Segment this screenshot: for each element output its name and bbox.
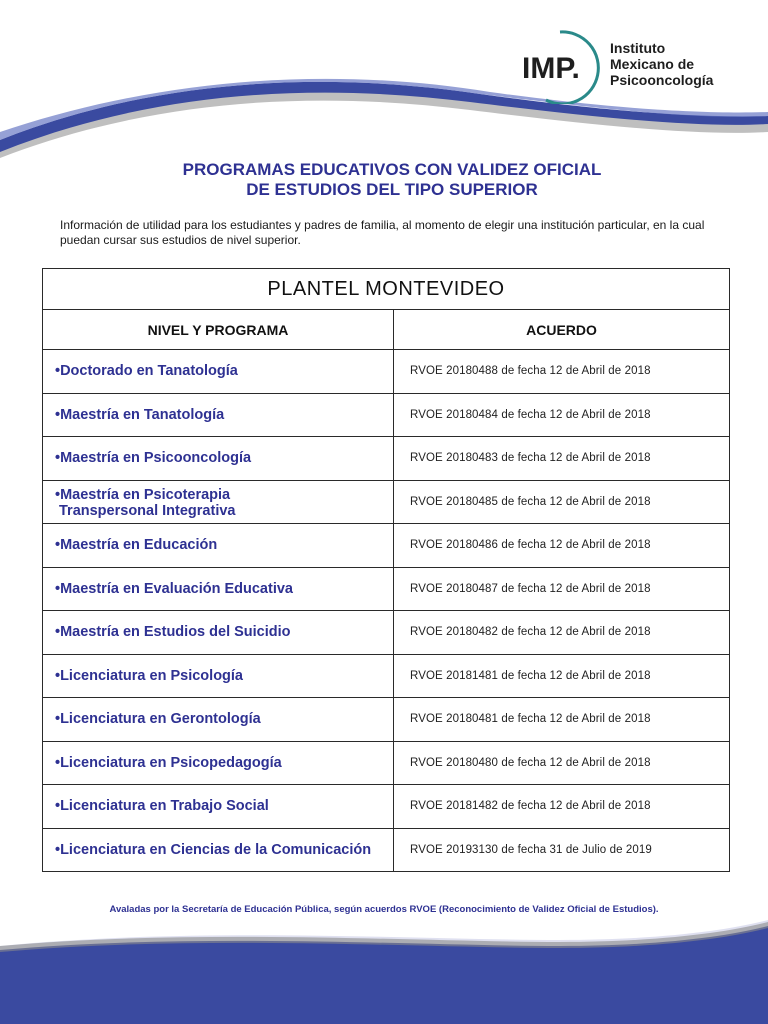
program-name: •Doctorado en Tanatología bbox=[43, 350, 394, 394]
program-name bbox=[43, 480, 394, 524]
page-title-line-2: DE ESTUDIOS DEL TIPO SUPERIOR bbox=[246, 180, 538, 199]
agreement-text: RVOE 20180483 de fecha 12 de Abril de 2018 bbox=[394, 437, 730, 481]
logo-line-1: Instituto bbox=[610, 40, 666, 56]
program-name: •Maestría en Psicooncología bbox=[43, 437, 394, 481]
agreement-text: RVOE 20193130 de fecha 31 de Julio de 2019 bbox=[394, 828, 730, 872]
logo-line-3: Psicooncología bbox=[610, 72, 714, 88]
footer-wave bbox=[0, 900, 768, 1024]
program-name: •Licenciatura en Psicopedagogía bbox=[43, 741, 394, 785]
table-row bbox=[43, 393, 730, 437]
program-name: •Licenciatura en Ciencias de la Comunicación bbox=[43, 828, 394, 872]
page-title-line-1: PROGRAMAS EDUCATIVOS CON VALIDEZ OFICIAL bbox=[182, 160, 602, 179]
table-row bbox=[43, 828, 730, 872]
programs-table bbox=[42, 268, 730, 872]
intro-paragraph: Información de utilidad para los estudiantes y padres de familia, al momento de elegir una institución particular, en la cual puedan cursar sus estudios de nivel superior. bbox=[60, 218, 705, 247]
column-header-row bbox=[43, 310, 730, 350]
table-row bbox=[43, 785, 730, 829]
svg-text:IMP.: IMP. bbox=[522, 52, 580, 85]
agreement-text: RVOE 20180480 de fecha 12 de Abril de 2018 bbox=[394, 741, 730, 785]
table-row bbox=[43, 567, 730, 611]
campus-header-row bbox=[43, 269, 730, 310]
table-row bbox=[43, 611, 730, 655]
program-name-line-2: Transpersonal Integrativa bbox=[59, 502, 236, 519]
table-row bbox=[43, 350, 730, 394]
footer-note: Avaladas por la Secretaría de Educación Pública, según acuerdos RVOE (Reconocimiento de Validez Oficial de Estudios). bbox=[109, 904, 659, 915]
program-name: •Licenciatura en Trabajo Social bbox=[43, 785, 394, 829]
column-header-agreement: ACUERDO bbox=[394, 310, 730, 350]
agreement-text: RVOE 20180484 de fecha 12 de Abril de 2018 bbox=[394, 393, 730, 437]
table-row bbox=[43, 437, 730, 481]
table-row bbox=[43, 524, 730, 568]
program-name: •Licenciatura en Gerontología bbox=[43, 698, 394, 742]
imp-logo-mark bbox=[520, 28, 606, 104]
program-name: •Maestría en Tanatología bbox=[43, 393, 394, 437]
column-header-program: NIVEL Y PROGRAMA bbox=[43, 310, 394, 350]
table-row bbox=[43, 480, 730, 524]
campus-title: PLANTEL MONTEVIDEO bbox=[43, 269, 730, 310]
program-name: •Maestría en Educación bbox=[43, 524, 394, 568]
program-name: •Licenciatura en Psicología bbox=[43, 654, 394, 698]
page-title bbox=[0, 160, 768, 200]
agreement-text: RVOE 20180481 de fecha 12 de Abril de 2018 bbox=[394, 698, 730, 742]
agreement-text: RVOE 20180486 de fecha 12 de Abril de 2018 bbox=[394, 524, 730, 568]
table-row bbox=[43, 654, 730, 698]
table-row bbox=[43, 698, 730, 742]
logo-line-2: Mexicano de bbox=[610, 56, 695, 72]
program-name: •Maestría en Estudios del Suicidio bbox=[43, 611, 394, 655]
program-name: •Maestría en Evaluación Educativa bbox=[43, 567, 394, 611]
agreement-text: RVOE 20180482 de fecha 12 de Abril de 2018 bbox=[394, 611, 730, 655]
agreement-text: RVOE 20181482 de fecha 12 de Abril de 2018 bbox=[394, 785, 730, 829]
program-name-line-1: •Maestría en Psicoterapia bbox=[55, 486, 231, 503]
agreement-text: RVOE 20181481 de fecha 12 de Abril de 2018 bbox=[394, 654, 730, 698]
imp-logo bbox=[520, 28, 750, 104]
logo-wordmark bbox=[610, 40, 713, 88]
agreement-text: RVOE 20180487 de fecha 12 de Abril de 2018 bbox=[394, 567, 730, 611]
table-row bbox=[43, 741, 730, 785]
agreement-text: RVOE 20180488 de fecha 12 de Abril de 2018 bbox=[394, 350, 730, 394]
agreement-text: RVOE 20180485 de fecha 12 de Abril de 2018 bbox=[394, 480, 730, 524]
